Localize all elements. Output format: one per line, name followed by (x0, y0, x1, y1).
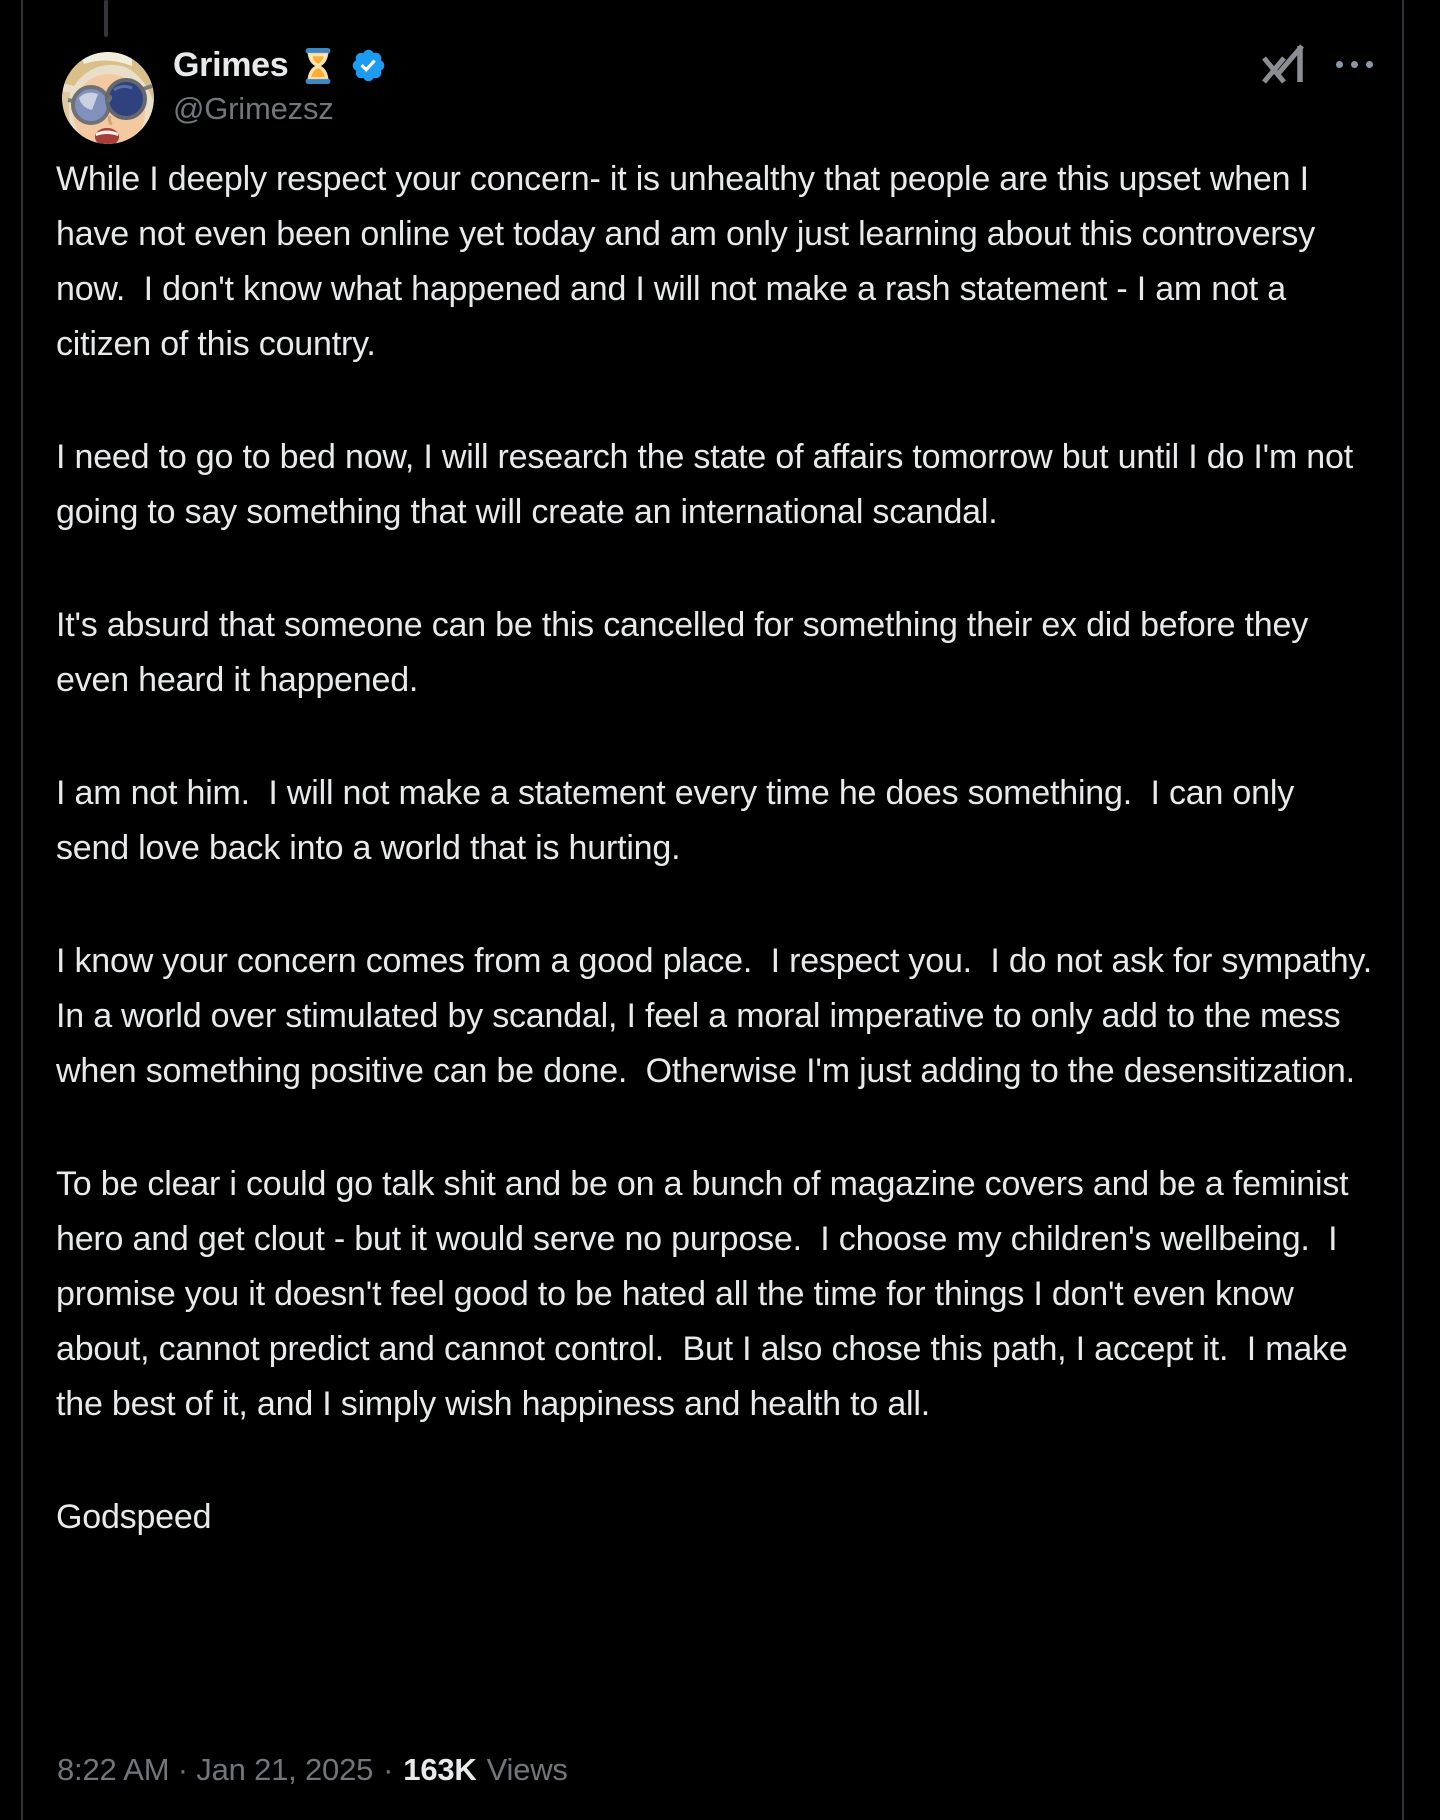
avatar[interactable] (62, 52, 154, 144)
timeline-right-border (1402, 0, 1404, 1820)
separator-dot: · (383, 1752, 394, 1787)
author-handle[interactable]: @Grimezsz (173, 91, 334, 126)
author-display-name[interactable]: Grimes (173, 46, 289, 84)
timestamp[interactable]: 8:22 AM · Jan 21, 2025 (57, 1752, 374, 1787)
ellipsis-icon (1336, 61, 1373, 68)
views-count[interactable]: 163K (403, 1752, 477, 1787)
avatar-image (62, 52, 154, 144)
tweet-header-actions (1256, 44, 1373, 84)
tweet-paragraph: I know your concern comes from a good place. I respect you. I do not ask for sympathy. In a world over stimulated by scandal, I feel a moral imperative to only add to the mess when something positive can be done. Otherwise I'm just adding to the desensitization. (56, 942, 1391, 1090)
views-label: Views (486, 1752, 568, 1787)
author-name-row (173, 46, 387, 85)
tweet-paragraph: I need to go to bed now, I will research the state of affairs tomorrow but until I do I'm not going to say something that will create an international scandal. (56, 438, 1363, 531)
tweet-footer (57, 1752, 568, 1788)
timeline-left-border (21, 0, 23, 1820)
thread-connector-line (104, 0, 108, 37)
tweet-paragraph: To be clear i could go talk shit and be on a bunch of magazine covers and be a feminist hero and get clout - but it would serve no purpose. I choose my children's wellbeing. I promise you it doesn't feel good to be hated all the time for things I don't even know about, cannot predict and cannot control. But I also chose this path, I accept it. I make the best of it, and I simply wish happiness and health to all. (56, 1165, 1358, 1423)
verified-badge-icon (350, 47, 387, 84)
grok-actions-button[interactable] (1256, 44, 1308, 84)
more-options-button[interactable] (1336, 61, 1373, 68)
tweet-paragraph: While I deeply respect your concern- it is unhealthy that people are this upset when I have not even been online yet today and am only just learning about this controversy now. I don't know what happened and I will not make a rash statement - I am not a citizen of this country. (56, 160, 1325, 363)
author-block (173, 46, 387, 127)
hourglass-emoji-icon (301, 48, 335, 84)
xai-logo-icon (1256, 44, 1308, 84)
tweet-text (56, 152, 1391, 1545)
tweet-paragraph: Godspeed (56, 1498, 212, 1536)
tweet-paragraph: It's absurd that someone can be this cancelled for something their ex did before they even heard it happened. (56, 606, 1318, 699)
tweet-paragraph: I am not him. I will not make a statement every time he does something. I can only send love back into a world that is hurting. (56, 774, 1304, 867)
